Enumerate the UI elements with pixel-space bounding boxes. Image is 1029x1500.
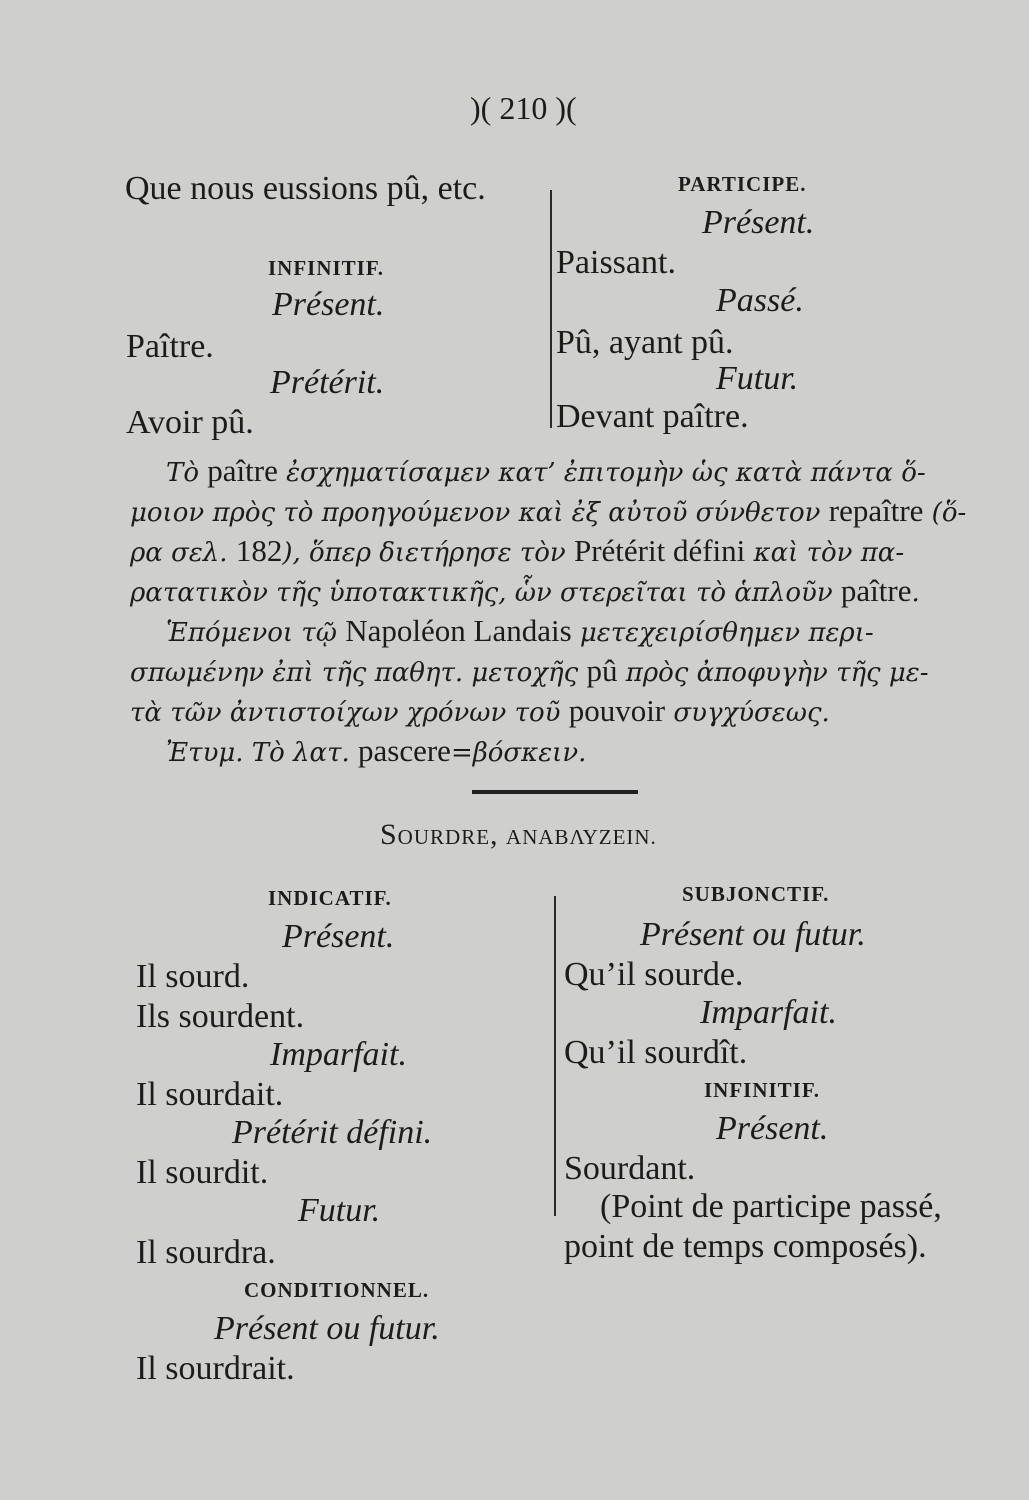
section-title — [380, 820, 657, 850]
present-ou-futur-heading-right: Présent ou futur. — [640, 916, 866, 953]
il-sourdit: Il sourdit. — [136, 1154, 269, 1191]
para-line-8: Ἐτυμ. Τὸ λατ. pascere=βόσκειν. — [166, 733, 587, 768]
para-line-7: τὰ τῶν ἀντιστοίχων χρόνων τοῦ pouvoir συγχύσεως. — [130, 693, 830, 728]
note-line-2: point de temps composés). — [564, 1228, 927, 1265]
para-line-6: σπωμένην ἐπὶ τῆς παθητ. μετοχῆς pû πρὸς ἀποφυγὴν τῆς με- — [130, 653, 929, 688]
para-line-4: ρατατικὸν τῆς ὑποτακτικῆς, ὧν στερεῖται τὸ ἁπλοῦν paître. — [130, 573, 920, 608]
column-divider-top — [550, 190, 552, 428]
para-line-1: Τὸ paître ἐσχηματίσαμεν κατ’ ἐπιτομὴν ὡς κατὰ πάντα ὅ- — [166, 453, 926, 488]
conditionnel-heading: CONDITIONNEL. — [244, 1278, 430, 1302]
commentary-paragraph — [130, 452, 976, 772]
subjonctif-heading: SUBJONCTIF. — [682, 882, 830, 906]
paissant: Paissant. — [556, 244, 676, 281]
sourdant: Sourdant. — [564, 1150, 696, 1187]
ils-sourdent: Ils sourdent. — [136, 998, 305, 1035]
para-line-5: Ἑπόμενοι τῷ Napoléon Landais μετεχειρίσθημεν περι- — [166, 613, 874, 648]
participe-heading: PARTICIPE. — [678, 172, 807, 196]
futur-heading-right: Futur. — [716, 360, 799, 397]
present-heading-indicatif: Présent. — [282, 918, 395, 955]
infinitif-heading: INFINITIF. — [268, 256, 385, 280]
title-greek: ΑΝΑΒΛΥΖΕΙΝ. — [506, 825, 657, 849]
para-line-3: ρα σελ. 182), ὅπερ διετήρησε τὸν Prétérit défini καὶ τὸν πα- — [130, 533, 905, 568]
preterit-defini-heading: Prétérit défini. — [232, 1114, 433, 1151]
pu-ayant-pu: Pû, ayant pû. — [556, 324, 734, 361]
present-heading-right: Présent. — [702, 204, 815, 241]
page-number: )( 210 )( — [470, 90, 577, 126]
indicatif-heading: INDICATIF. — [268, 886, 392, 910]
imparfait-heading-right: Imparfait. — [700, 994, 837, 1031]
avoir-pu: Avoir pû. — [126, 404, 254, 441]
column-divider-bottom — [554, 896, 556, 1216]
present-ou-futur-heading-left: Présent ou futur. — [214, 1310, 440, 1347]
paitre-infinitive: Paître. — [126, 328, 214, 365]
il-sourdra: Il sourdra. — [136, 1234, 276, 1271]
il-sourdrait: Il sourdrait. — [136, 1350, 295, 1387]
il-sourd: Il sourd. — [136, 958, 250, 995]
infinitif-heading-bottom: INFINITIF. — [704, 1078, 821, 1102]
note-line-1: (Point de participe passé, — [600, 1188, 942, 1225]
il-sourdait: Il sourdait. — [136, 1076, 284, 1113]
present-heading-infinitif: Présent. — [716, 1110, 829, 1147]
para-line-2: μοιον πρὸς τὸ προηγούμενον καὶ ἐξ αὐτοῦ σύνθετον repaître (ὅ- — [130, 493, 967, 528]
quil-sourdit: Qu’il sourdît. — [564, 1034, 748, 1071]
devant-paitre: Devant paître. — [556, 398, 749, 435]
section-rule — [472, 790, 638, 794]
que-nous-eussions: Que nous eussions pû, etc. — [125, 170, 486, 207]
futur-heading-bottom: Futur. — [298, 1192, 381, 1229]
imparfait-heading-left: Imparfait. — [270, 1036, 407, 1073]
present-heading-left: Présent. — [272, 286, 385, 323]
preterit-heading-left: Prétérit. — [270, 364, 385, 401]
passe-heading: Passé. — [716, 282, 804, 319]
quil-sourde: Qu’il sourde. — [564, 956, 744, 993]
title-sourdre: Sourdre, — [380, 818, 499, 851]
